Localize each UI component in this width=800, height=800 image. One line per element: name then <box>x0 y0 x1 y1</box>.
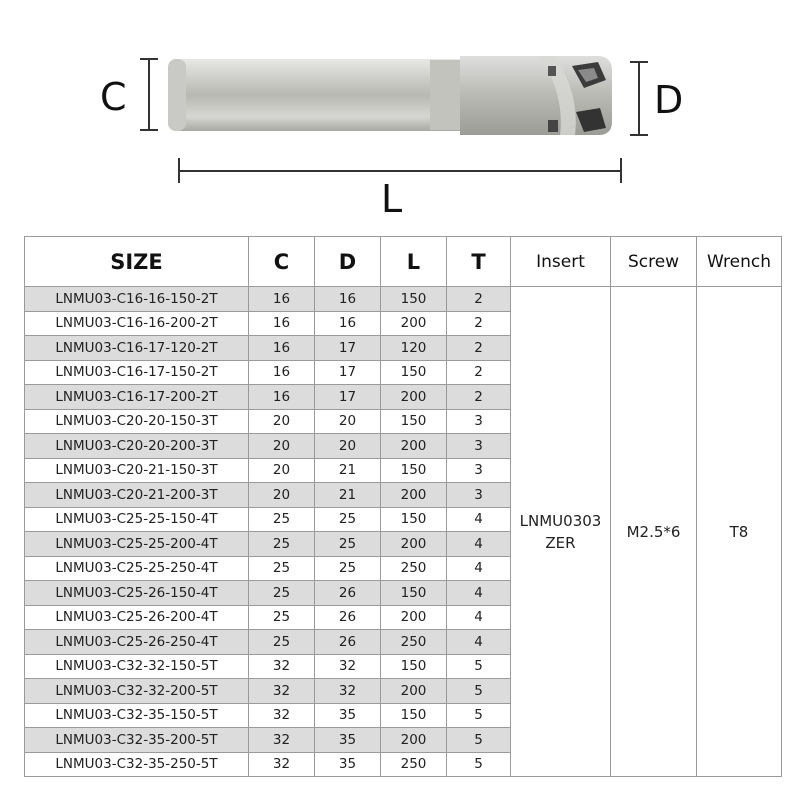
cell-d: 32 <box>315 654 381 679</box>
cell-t: 2 <box>447 287 511 312</box>
cell-l: 200 <box>381 385 447 410</box>
cell-size: LNMU03-C16-17-120-2T <box>25 336 249 361</box>
cell-size: LNMU03-C25-26-200-4T <box>25 605 249 630</box>
cell-c: 20 <box>249 434 315 459</box>
cell-d: 26 <box>315 581 381 606</box>
cell-wrench: T8 <box>697 287 782 777</box>
cell-t: 3 <box>447 434 511 459</box>
cell-screw: M2.5*6 <box>611 287 697 777</box>
cell-c: 16 <box>249 287 315 312</box>
dimension-c-bracket <box>140 59 158 130</box>
cell-c: 32 <box>249 679 315 704</box>
cell-c: 25 <box>249 605 315 630</box>
cell-size: LNMU03-C25-25-200-4T <box>25 532 249 557</box>
cell-t: 5 <box>447 679 511 704</box>
cell-size: LNMU03-C25-25-150-4T <box>25 507 249 532</box>
cell-d: 25 <box>315 507 381 532</box>
cell-t: 4 <box>447 605 511 630</box>
cell-c: 25 <box>249 507 315 532</box>
cell-c: 32 <box>249 654 315 679</box>
header-insert: Insert <box>511 237 611 287</box>
cell-d: 26 <box>315 630 381 655</box>
cell-t: 5 <box>447 703 511 728</box>
cell-d: 21 <box>315 458 381 483</box>
table-row <box>25 287 782 312</box>
cell-t: 3 <box>447 483 511 508</box>
cell-l: 150 <box>381 581 447 606</box>
cell-size: LNMU03-C25-25-250-4T <box>25 556 249 581</box>
cell-c: 16 <box>249 311 315 336</box>
table-body <box>25 287 782 777</box>
cell-c: 25 <box>249 630 315 655</box>
cell-c: 20 <box>249 409 315 434</box>
cell-l: 200 <box>381 434 447 459</box>
cell-c: 16 <box>249 336 315 361</box>
header-wrench: Wrench <box>697 237 782 287</box>
cell-l: 250 <box>381 752 447 777</box>
cell-l: 200 <box>381 728 447 753</box>
cell-l: 150 <box>381 703 447 728</box>
cell-size: LNMU03-C32-32-150-5T <box>25 654 249 679</box>
cell-l: 150 <box>381 409 447 434</box>
cell-t: 4 <box>447 507 511 532</box>
header-screw: Screw <box>611 237 697 287</box>
cell-d: 32 <box>315 679 381 704</box>
cell-d: 35 <box>315 728 381 753</box>
header-size: SIZE <box>25 237 249 287</box>
cell-l: 200 <box>381 483 447 508</box>
cell-c: 25 <box>249 581 315 606</box>
cell-d: 26 <box>315 605 381 630</box>
cell-size: LNMU03-C32-35-200-5T <box>25 728 249 753</box>
cell-d: 20 <box>315 434 381 459</box>
cell-l: 120 <box>381 336 447 361</box>
cell-t: 4 <box>447 532 511 557</box>
cell-l: 150 <box>381 654 447 679</box>
spec-table <box>24 236 782 777</box>
cell-l: 250 <box>381 556 447 581</box>
cell-l: 150 <box>381 287 447 312</box>
table-header-row <box>25 237 782 287</box>
cell-t: 5 <box>447 728 511 753</box>
cell-t: 3 <box>447 409 511 434</box>
cell-t: 4 <box>447 581 511 606</box>
dimension-d-bracket <box>630 62 648 135</box>
tool-shank <box>168 59 468 131</box>
cell-d: 17 <box>315 336 381 361</box>
cell-d: 17 <box>315 360 381 385</box>
cell-c: 16 <box>249 385 315 410</box>
tool-head <box>460 56 612 135</box>
cell-size: LNMU03-C16-17-150-2T <box>25 360 249 385</box>
cell-size: LNMU03-C32-35-150-5T <box>25 703 249 728</box>
cell-t: 2 <box>447 336 511 361</box>
dimension-d-label: D <box>654 78 684 122</box>
cell-size: LNMU03-C20-20-150-3T <box>25 409 249 434</box>
tool-diagram <box>0 0 800 230</box>
cell-size: LNMU03-C20-21-150-3T <box>25 458 249 483</box>
cell-size: LNMU03-C25-26-250-4T <box>25 630 249 655</box>
cell-d: 35 <box>315 752 381 777</box>
insert-line-1: LNMU0303 <box>519 511 602 530</box>
cell-d: 16 <box>315 287 381 312</box>
cell-c: 16 <box>249 360 315 385</box>
cell-size: LNMU03-C16-17-200-2T <box>25 385 249 410</box>
cell-l: 200 <box>381 679 447 704</box>
header-t: T <box>447 237 511 287</box>
cell-l: 150 <box>381 360 447 385</box>
header-c: C <box>249 237 315 287</box>
cell-d: 25 <box>315 556 381 581</box>
cell-size: LNMU03-C32-32-200-5T <box>25 679 249 704</box>
cell-c: 32 <box>249 728 315 753</box>
cell-size: LNMU03-C16-16-150-2T <box>25 287 249 312</box>
dimension-c-label: C <box>100 75 127 119</box>
dimension-l-label: L <box>381 177 403 221</box>
cell-c: 32 <box>249 752 315 777</box>
cell-l: 150 <box>381 458 447 483</box>
cell-l: 150 <box>381 507 447 532</box>
cell-d: 16 <box>315 311 381 336</box>
cell-size: LNMU03-C20-20-200-3T <box>25 434 249 459</box>
cell-d: 35 <box>315 703 381 728</box>
cell-t: 2 <box>447 360 511 385</box>
cell-c: 25 <box>249 532 315 557</box>
cell-t: 2 <box>447 311 511 336</box>
cell-size: LNMU03-C16-16-200-2T <box>25 311 249 336</box>
cell-size: LNMU03-C20-21-200-3T <box>25 483 249 508</box>
cell-d: 20 <box>315 409 381 434</box>
cell-c: 20 <box>249 483 315 508</box>
cell-t: 5 <box>447 752 511 777</box>
cell-size: LNMU03-C32-35-250-5T <box>25 752 249 777</box>
cell-size: LNMU03-C25-26-150-4T <box>25 581 249 606</box>
cell-t: 2 <box>447 385 511 410</box>
cell-l: 200 <box>381 605 447 630</box>
cell-l: 200 <box>381 311 447 336</box>
cell-d: 25 <box>315 532 381 557</box>
cell-c: 20 <box>249 458 315 483</box>
cell-c: 25 <box>249 556 315 581</box>
cell-t: 3 <box>447 458 511 483</box>
cell-insert <box>511 287 611 777</box>
header-d: D <box>315 237 381 287</box>
cell-t: 5 <box>447 654 511 679</box>
cell-l: 250 <box>381 630 447 655</box>
cell-d: 21 <box>315 483 381 508</box>
cell-t: 4 <box>447 556 511 581</box>
cell-l: 200 <box>381 532 447 557</box>
cell-t: 4 <box>447 630 511 655</box>
insert-line-2: ZER <box>545 533 576 552</box>
header-l: L <box>381 237 447 287</box>
cell-c: 32 <box>249 703 315 728</box>
cell-d: 17 <box>315 385 381 410</box>
